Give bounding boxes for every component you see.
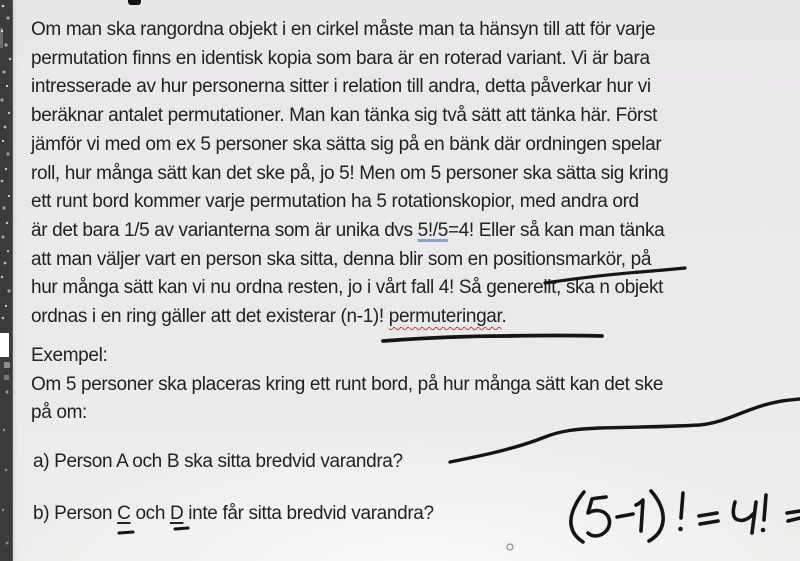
- formula-digit-1: [636, 500, 643, 531]
- text-line: [31, 303, 668, 332]
- example-heading: Exempel:: [31, 345, 108, 366]
- text-segment: är det bara 1/5 av varianterna som är unika dvs: [31, 219, 418, 241]
- text-segment: inte får sitta bredvid varandra?: [183, 503, 434, 524]
- text-line: ett runt bord kommer varje permutation ha 5 rotationskopior, med andra ord: [31, 191, 639, 213]
- formula-paren-right: [649, 491, 663, 541]
- formula-equals-1: [699, 513, 718, 524]
- small-circle-mark: [507, 544, 513, 550]
- text-segment: .: [501, 306, 507, 328]
- handwritten-formula: [571, 491, 800, 542]
- formula-bang-1: [681, 493, 683, 518]
- question-b: [33, 500, 434, 529]
- text-segment: ordnas i en ring gäller att det existerar (n-1)!: [31, 306, 389, 328]
- left-toolbar-strip: [0, 0, 13, 561]
- formula-minus: [617, 514, 633, 517]
- text-line: hur många sätt kan vi nu ordna resten, jo i vårt fall 4! Så generellt, ska n objekt: [31, 277, 664, 299]
- text-line: [33, 500, 434, 529]
- strip-noise: [0, 0, 13, 561]
- text-line: att man väljer vart en person ska sitta, denna blir som en positionsmarkör, på: [31, 248, 652, 270]
- formula-equals-2: [787, 511, 800, 521]
- text-line: intresserade av hur personerna sitter i relation till andra, detta påverkar hur vi: [31, 76, 651, 98]
- formula-paren-left: [571, 492, 584, 542]
- text-line: permutation finns en identisk kopia som bara är en roterad variant. Vi är bara: [31, 47, 650, 69]
- formula-bang-1-dot: [678, 527, 683, 532]
- formula-bang-2: [764, 495, 766, 520]
- text-line: Om 5 personer ska placeras kring ett runt bord, på hur många sätt kan det ske: [31, 373, 664, 395]
- blue-underlined-term: 5!/5: [417, 219, 448, 241]
- text-segment: och: [130, 503, 170, 524]
- text-line: på om:: [31, 402, 87, 424]
- spellcheck-flagged-word: permuteringar: [388, 306, 502, 328]
- text-line: Om man ska rangordna objekt i en cirkel måste man ta hänsyn till att för varje: [31, 19, 656, 40]
- paragraph-theory: [31, 16, 668, 332]
- text-segment: b) Person: [33, 503, 118, 524]
- paragraph-example: [31, 342, 663, 428]
- formula-digit-4: [733, 502, 756, 533]
- question-a: [33, 448, 403, 477]
- text-line: roll, hur många sätt kan det ske på, jo 5! Men om 5 personer ska sätta sig kring: [31, 162, 669, 184]
- underlined-letter-c: C: [117, 503, 131, 524]
- underlined-letter-d: D: [169, 503, 184, 524]
- top-edge-mark: [128, 0, 141, 5]
- scrollbar-thumb[interactable]: [0, 333, 9, 357]
- dash-under-C-stroke: [119, 532, 133, 533]
- formula-digit-5: [588, 497, 609, 536]
- underline-permuteringar-stroke: [383, 336, 602, 342]
- text-segment: =4! Eller så kan man tänka: [447, 219, 665, 241]
- text-line: a) Person A och B ska sitta bredvid varandra?: [33, 451, 403, 472]
- formula-bang-2-dot: [761, 528, 766, 533]
- text-line: beräknar antalet permutationer. Man kan tänka sig två sätt att tänka här. Först: [31, 105, 658, 127]
- text-line: jämför vi med om ex 5 personer ska sätta sig på en bänk där ordningen spelar: [31, 133, 662, 155]
- text-line: [31, 217, 668, 246]
